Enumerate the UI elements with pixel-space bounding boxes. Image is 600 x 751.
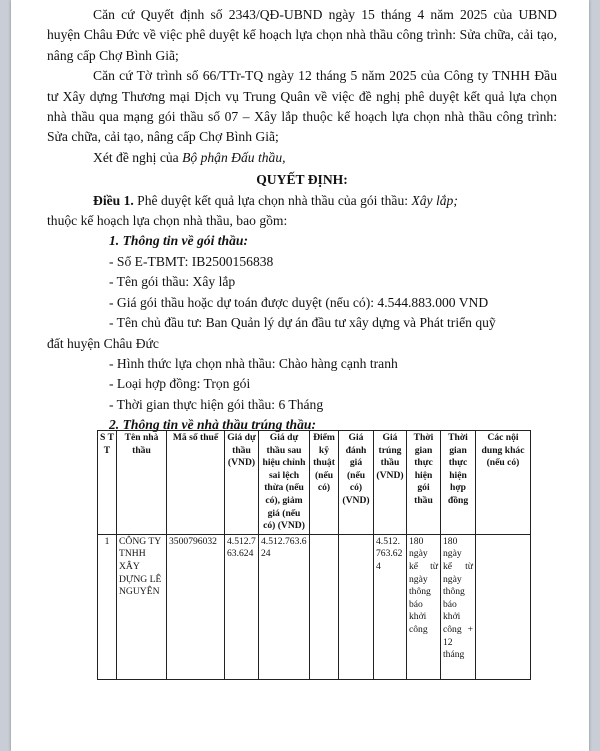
header-tax-code: Mã số thuế bbox=[167, 431, 225, 535]
header-winning-price: Giá trúng thầu (VND) bbox=[374, 431, 407, 535]
package-info-item: đất huyện Châu Đức bbox=[47, 335, 159, 351]
package-info-item: - Số E-TBMT: IB2500156838 bbox=[109, 253, 274, 269]
article-1-package-type: Xây lắp; bbox=[411, 192, 458, 208]
package-info-item: - Tên chủ đầu tư: Ban Quản lý dự án đầu tư xây dựng và Phát triển quỹ bbox=[109, 315, 496, 331]
cell-technical-score bbox=[310, 534, 339, 679]
document-page bbox=[11, 0, 589, 751]
cell-contract-duration: 180 ngày kể từ ngày thông báo khởi công + 12 tháng bbox=[441, 534, 476, 679]
consideration-prefix: Xét đề nghị của bbox=[93, 149, 183, 165]
document-body bbox=[47, 4, 557, 436]
header-bid-price: Giá dự thầu (VND) bbox=[225, 431, 259, 535]
section-2-title: 2. Thông tin về nhà thầu trúng thầu: bbox=[109, 417, 316, 433]
package-info-item: - Giá gói thầu hoặc dự toán được duyệt (nếu có): 4.544.883.000 VND bbox=[109, 294, 489, 310]
consideration-paragraph bbox=[47, 148, 557, 168]
basis-paragraph-1: Căn cứ Quyết định số 2343/QĐ-UBND ngày 15 tháng 4 năm 2025 của UBND huyện Châu Đức về việc phê duyệt kế hoạch lựa chọn nhà thầu công trình: Sửa chữa, cải tạo, nâng cấp Chợ Bình Giã; bbox=[47, 7, 557, 63]
package-info-item: - Loại hợp đồng: Trọn gói bbox=[109, 376, 251, 392]
header-other-content: Các nội dung khác (nếu có) bbox=[476, 431, 531, 535]
table-header-row bbox=[98, 431, 531, 535]
package-info-item: - Tên gói thầu: Xây lắp bbox=[109, 274, 236, 290]
cell-package-duration: 180 ngày kể từ ngày thông báo khởi công bbox=[407, 534, 441, 679]
cell-evaluated-price bbox=[339, 534, 374, 679]
cell-other-content bbox=[476, 534, 531, 679]
header-technical-score: Điểm kỹ thuật (nếu có) bbox=[310, 431, 339, 535]
article-1-continuation: thuộc kế hoạch lựa chọn nhà thầu, bao gồm: bbox=[47, 213, 288, 229]
header-package-duration: Thời gian thực hiện gói thầu bbox=[407, 431, 441, 535]
cell-bid-price: 4.512.763.624 bbox=[225, 534, 259, 679]
decision-heading: QUYẾT ĐỊNH: bbox=[256, 172, 348, 188]
cell-winning-price: 4.512.763.624 bbox=[374, 534, 407, 679]
winning-bidder-table bbox=[97, 430, 531, 680]
cell-stt: 1 bbox=[98, 534, 117, 679]
article-1-text: Phê duyệt kết quả lựa chọn nhà thầu của gói thầu: bbox=[133, 192, 412, 208]
package-info-item: - Thời gian thực hiện gói thầu: 6 Tháng bbox=[109, 396, 324, 412]
section-1-title: 1. Thông tin về gói thầu: bbox=[109, 233, 248, 249]
header-adjusted-price: Giá dự thầu sau hiệu chỉnh sai lệch thừa (nếu có), giảm giá (nếu có) (VND) bbox=[259, 431, 310, 535]
article-1-paragraph bbox=[47, 191, 557, 211]
header-contract-duration: Thời gian thực hiện hợp đồng bbox=[441, 431, 476, 535]
basis-paragraph-2: Căn cứ Tờ trình số 66/TTr-TQ ngày 12 tháng 5 năm 2025 của Công ty TNHH Đầu tư Xây dựng Thương mại Dịch vụ Trung Quân về việc đề nghị phê duyệt kết quả lựa chọn nhà thầu qua mạng gói thầu số 07 – Xây lắp thuộc kế hoạch lựa chọn nhà thầu công trình: Sửa chữa, cải tạo, nâng cấp Chợ Bình Giã; bbox=[47, 68, 557, 145]
cell-tax-code: 3500796032 bbox=[167, 534, 225, 679]
article-1-label: Điều 1. bbox=[93, 192, 134, 208]
consideration-department: Bộ phận Đấu thầu, bbox=[182, 149, 286, 165]
package-info-item: - Hình thức lựa chọn nhà thầu: Chào hàng cạnh tranh bbox=[109, 355, 398, 371]
header-stt: S T T bbox=[98, 431, 117, 535]
header-evaluated-price: Giá đánh giá (nếu có) (VND) bbox=[339, 431, 374, 535]
table-row bbox=[98, 534, 531, 679]
header-bidder-name: Tên nhà thầu bbox=[117, 431, 167, 535]
cell-bidder-name: CÔNG TY TNHH XÂY DỰNG LÊ NGUYÊN bbox=[117, 534, 167, 679]
cell-adjusted-price: 4.512.763.624 bbox=[259, 534, 310, 679]
